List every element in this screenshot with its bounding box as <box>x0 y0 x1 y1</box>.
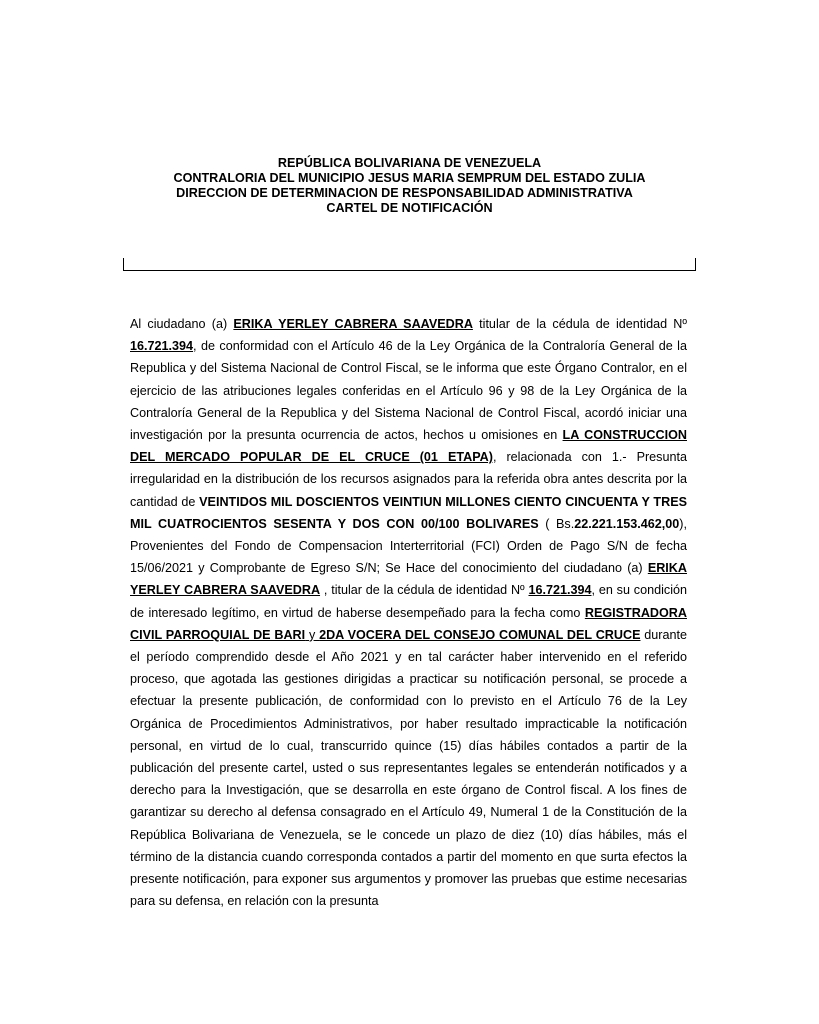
amount-words: VEINTIDOS MIL DOSCIENTOS VEINTIUN MILLONES CIENTO CINCUENTA Y TRES MIL CUATROCIENTOS SESENTA Y DOS CON 00/100 BOLIVARES <box>130 494 688 531</box>
header-contraloria: CONTRALORIA DEL MUNICIPIO JESUS MARIA SEMPRUM DEL ESTADO ZULIA <box>173 171 646 185</box>
citizen-name: ERIKA YERLEY CABRERA SAAVEDRA <box>233 317 473 331</box>
text-segment: , titular de la cédula de identidad Nº <box>320 583 529 598</box>
header-republic: REPÚBLICA BOLIVARIANA DE VENEZUELA <box>277 156 542 170</box>
project-name: LA CONSTRUCCION DEL MERCADO POPULAR DE EL CRUCE (01 ETAPA) <box>130 428 687 465</box>
role-title: 2DA VOCERA DEL CONSEJO COMUNAL DEL CRUCE <box>319 627 641 642</box>
header-cartel-title: CARTEL DE NOTIFICACIÓN <box>326 201 493 215</box>
text-segment: ), Provenientes del Fondo de Compensacion Interterritorial (FCI) Orden de Pago S/N de fecha 15/06/2021 y Comprobante de Egreso S/N; Se Hace del conocimiento del ciudadano (a) <box>130 516 687 576</box>
text-segment: Al ciudadano (a) <box>130 317 234 331</box>
text-segment: , relacionada con 1.- Presunta irregularidad en la distribución de los recursos asignados para la referida obra antes descrita por la cantidad de <box>130 450 687 509</box>
amount-number: 22.221.153.462,00 <box>574 516 680 531</box>
text-frame-top <box>123 258 696 271</box>
header-direccion: DIRECCION DE DETERMINACION DE RESPONSABILIDAD ADMINISTRATIVA <box>176 186 633 200</box>
notification-body <box>130 313 687 912</box>
citizen-id: 16.721.394 <box>130 339 194 354</box>
citizen-name: ERIKA YERLEY CABRERA SAAVEDRA <box>130 561 687 598</box>
role-title: REGISTRADORA CIVIL PARROQUIAL DE BARI <box>130 605 687 642</box>
text-segment: , en su condición de interesado legítimo, en virtud de haberse desempeñado para la fecha como <box>130 583 687 620</box>
text-segment: y <box>305 627 320 642</box>
text-segment: titular de la cédula de identidad Nº <box>472 317 687 331</box>
document-header <box>0 156 819 216</box>
text-segment: , de conformidad con el Artículo 46 de la Ley Orgánica de la Contraloría General de la Republica y del Sistema Nacional de Control Fiscal, se le informa que este Órgano Contralor, en el ejercicio de las atribuciones legales conferidas en el Artículo 96 y 98 de la Ley Orgánica de la Contraloría General de la Republica y del Sistema Nacional de Control Fiscal, acordó iniciar una investigación por la presunta ocurrencia de actos, hechos u omisiones en <box>130 339 687 443</box>
text-segment: ( Bs. <box>538 516 575 531</box>
text-segment: durante el período comprendido desde el Año 2021 y en tal carácter haber intervenido en el referido proceso, que agotada las gestiones dirigidas a practicar su notificación personal, se procede a efectuar la presente publicación, de conformidad con lo previsto en el Artículo 76 de la Ley Orgánica de Procedimientos Administrativos, por haber resultado impracticable la notificación personal, en virtud de lo cual, transcurrido quince (15) días hábiles contados a partir de la publicación del presente cartel, usted o sus representantes legales se entenderán notificados y a derecho para la Investigación, que se desarrolla en este órgano de Control fiscal. A los fines de garantizar su derecho al defensa consagrado en el Artículo 49, Numeral 1 de la Constitución de la República Bolivariana de Venezuela, se le concede un plazo de diez (10) días hábiles, más el término de la distancia cuando corresponda contados a partir del momento en que surta efectos la presente notificación, para exponer sus argumentos y promover las pruebas que estime necesarias para su defensa, en relación con la presunta <box>130 627 688 909</box>
citizen-id: 16.721.394 <box>528 583 592 598</box>
notification-paragraph <box>130 313 687 912</box>
